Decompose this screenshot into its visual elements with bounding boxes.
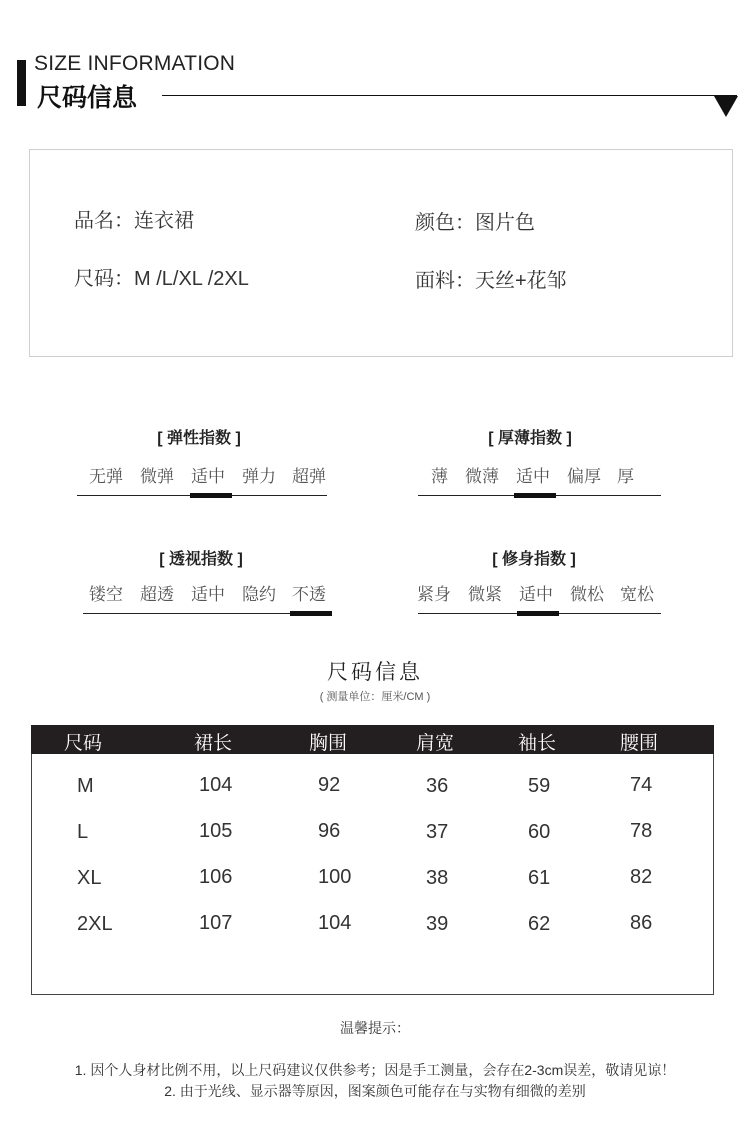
tips-title: 温馨提示： bbox=[340, 1020, 410, 1036]
table-cell: 2XL bbox=[77, 913, 113, 935]
table-cell: 92 bbox=[318, 774, 341, 796]
fit-option: 微松 bbox=[570, 585, 604, 604]
elasticity-option: 弹力 bbox=[242, 467, 276, 486]
table-cell: 82 bbox=[630, 866, 653, 888]
table-cell: 60 bbox=[528, 821, 551, 843]
product-info-box bbox=[29, 149, 733, 357]
elasticity-option-selected: 适中 bbox=[191, 467, 225, 486]
product-size: 尺码：M /L/XL /2XL bbox=[74, 268, 249, 290]
table-cell: M bbox=[77, 775, 94, 797]
size-table-title: 尺码信息 bbox=[327, 661, 423, 684]
table-header-cell: 肩宽 bbox=[416, 733, 455, 754]
fit-option-selected: 适中 bbox=[519, 585, 553, 604]
tip-line-1: 1. 因个人身材比例不用，以上尺码建议仅供参考；因是手工测量，会存在2-3cm误差，敬请见谅！ bbox=[74, 1062, 676, 1078]
elasticity-option: 无弹 bbox=[89, 467, 123, 486]
product-name: 品名：连衣裙 bbox=[74, 210, 194, 232]
transparency-option: 适中 bbox=[191, 585, 225, 604]
elasticity-marker bbox=[190, 493, 232, 498]
product-fabric: 面料：天丝+花邹 bbox=[415, 270, 567, 292]
thickness-option: 厚 bbox=[617, 467, 634, 486]
table-cell: 61 bbox=[528, 867, 551, 889]
size-table bbox=[31, 725, 714, 995]
table-header-cell: 裙长 bbox=[194, 733, 233, 754]
thickness-option: 薄 bbox=[431, 467, 448, 486]
table-cell: 105 bbox=[199, 820, 233, 842]
table-cell: 86 bbox=[630, 912, 653, 934]
table-cell: 38 bbox=[426, 867, 449, 889]
table-cell: 104 bbox=[318, 912, 352, 934]
transparency-marker bbox=[290, 611, 332, 616]
table-header-cell: 腰围 bbox=[620, 733, 659, 754]
table-cell: 37 bbox=[426, 821, 449, 843]
thickness-index-title: [ 厚薄指数 ] bbox=[488, 430, 572, 447]
elasticity-index-title: [ 弹性指数 ] bbox=[157, 430, 241, 447]
header-accent-bar bbox=[17, 60, 26, 106]
thickness-option: 微薄 bbox=[465, 467, 499, 486]
header-divider bbox=[162, 95, 737, 96]
table-header-cell: 胸围 bbox=[309, 733, 348, 754]
elasticity-option: 微弹 bbox=[140, 467, 174, 486]
thickness-marker bbox=[514, 493, 556, 498]
thickness-option: 偏厚 bbox=[567, 467, 601, 486]
table-cell: 36 bbox=[426, 775, 449, 797]
transparency-option: 镂空 bbox=[89, 585, 123, 604]
fit-option: 紧身 bbox=[417, 585, 451, 604]
table-header-cell: 尺码 bbox=[64, 733, 103, 754]
fit-option: 宽松 bbox=[620, 585, 654, 604]
fit-marker bbox=[517, 611, 559, 616]
table-cell: 62 bbox=[528, 913, 551, 935]
product-color: 颜色：图片色 bbox=[415, 212, 535, 234]
transparency-option: 超透 bbox=[140, 585, 174, 604]
table-cell: 106 bbox=[199, 866, 233, 888]
thickness-option-selected: 适中 bbox=[516, 467, 550, 486]
transparency-option-selected: 不透 bbox=[292, 585, 326, 604]
table-cell: 39 bbox=[426, 913, 449, 935]
header-title-cn: 尺码信息 bbox=[37, 84, 138, 112]
table-cell: 74 bbox=[630, 774, 653, 796]
tip-line-2: 2. 由于光线、显示器等原因，图案颜色可能存在与实物有细微的差别 bbox=[164, 1083, 586, 1099]
table-cell: 107 bbox=[199, 912, 233, 934]
table-cell: 104 bbox=[199, 774, 233, 796]
table-cell: XL bbox=[77, 867, 102, 889]
header-triangle-icon bbox=[714, 96, 738, 117]
table-cell: 100 bbox=[318, 866, 352, 888]
table-cell: 59 bbox=[528, 775, 551, 797]
fit-index-title: [ 修身指数 ] bbox=[492, 551, 576, 568]
transparency-option: 隐约 bbox=[242, 585, 276, 604]
size-table-unit: ( 测量单位：厘米/CM ) bbox=[319, 691, 431, 703]
fit-option: 微紧 bbox=[468, 585, 502, 604]
transparency-index-title: [ 透视指数 ] bbox=[159, 551, 243, 568]
table-cell: L bbox=[77, 821, 89, 843]
elasticity-option: 超弹 bbox=[292, 467, 326, 486]
size-table-header bbox=[31, 725, 714, 754]
table-cell: 78 bbox=[630, 820, 653, 842]
table-cell: 96 bbox=[318, 820, 341, 842]
table-header-cell: 袖长 bbox=[518, 733, 557, 754]
header-title-en: SIZE INFORMATION bbox=[34, 52, 236, 75]
